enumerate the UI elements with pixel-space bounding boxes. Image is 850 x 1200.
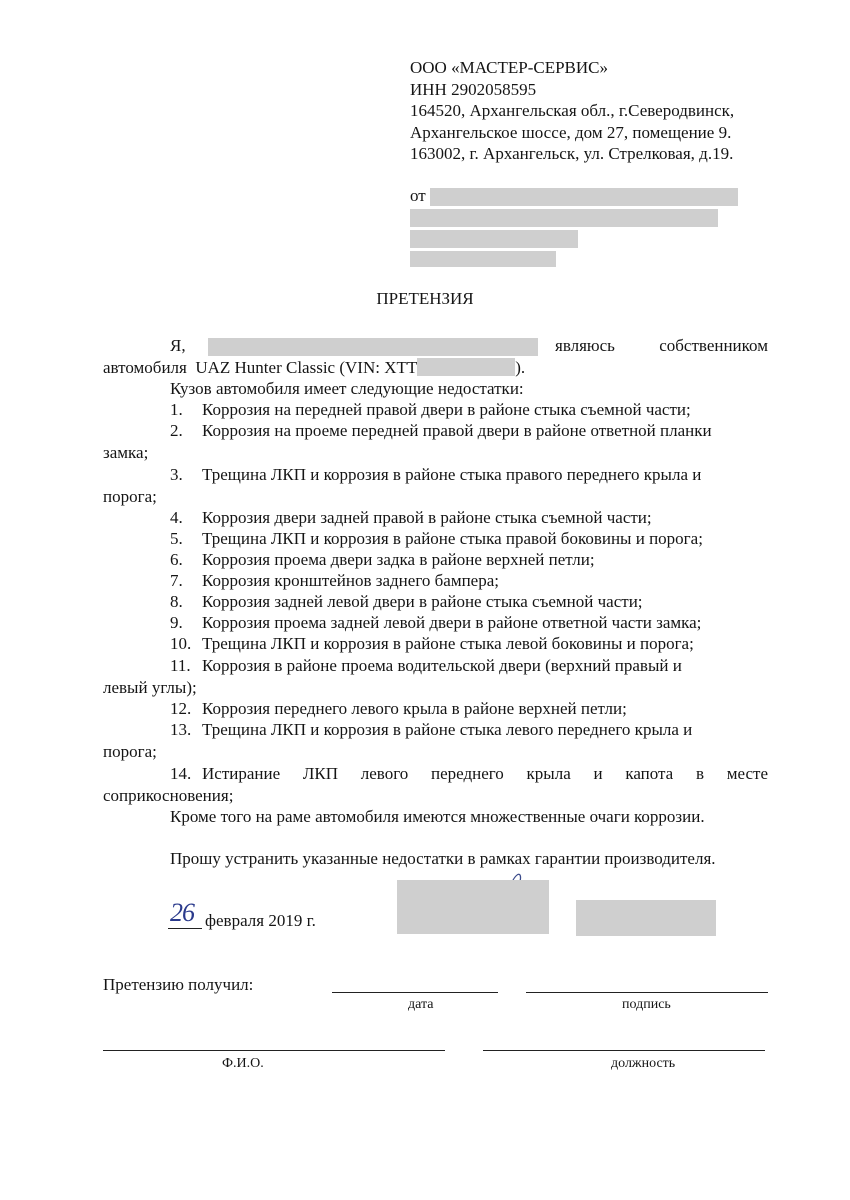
request-paragraph: Прошу устранить указанные недостатки в рамках гарантии производителя. — [170, 849, 716, 868]
frame-note: Кроме того на раме автомобиля имеются множественные очаги коррозии. — [170, 807, 705, 826]
position-caption: должность — [611, 1056, 676, 1071]
signature-caption: подпись — [622, 997, 671, 1012]
item-text: Коррозия проема задней левой двери в районе ответной части замка; — [202, 613, 702, 632]
item-text: Коррозия кронштейнов заднего бампера; — [202, 571, 499, 590]
receipt-label: Претензию получил: — [103, 975, 254, 994]
recipient-address-1: 164520, Архангельская обл., г.Северодвинск, — [410, 101, 735, 120]
item-text: Коррозия в районе проема водительской двери (верхний правый и — [202, 656, 682, 675]
redacted-sender-phone — [410, 251, 556, 267]
receipt-position-line — [483, 1050, 765, 1051]
redacted-sender-address-1 — [410, 209, 718, 227]
item-number: 10. — [170, 634, 192, 653]
list-item — [170, 571, 499, 591]
item-number: 1. — [170, 400, 183, 419]
date-day-handwritten: 26 — [170, 898, 194, 927]
redacted-vin — [417, 358, 515, 376]
redacted-owner-name — [208, 338, 538, 356]
item-text: Трещина ЛКП и коррозия в районе стыка левой боковины и порога; — [202, 634, 694, 653]
car-model: UAZ Hunter Classic (VIN: XTT — [195, 358, 418, 377]
item-continuation: порога; — [103, 487, 157, 506]
item-number: 5. — [170, 529, 183, 548]
item-number: 6. — [170, 550, 183, 569]
date-rest: февраля 2019 г. — [205, 911, 316, 930]
intro-owner-text: являюсь собственником — [555, 336, 768, 355]
receipt-signature-line — [526, 992, 768, 993]
defects-heading: Кузов автомобиля имеет следующие недостатки: — [170, 379, 524, 398]
list-item — [170, 720, 692, 740]
item-continuation: левый углы); — [103, 678, 197, 697]
item-text: Коррозия на проеме передней правой двери в районе ответной планки — [202, 421, 712, 440]
recipient-company: ООО «МАСТЕР-СЕРВИС» — [410, 58, 608, 77]
date-caption: дата — [408, 997, 434, 1012]
list-item — [170, 656, 682, 676]
item-text: Истирание ЛКП левого переднего крыла и капота в месте — [202, 764, 768, 783]
list-item — [170, 529, 703, 549]
item-number: 7. — [170, 571, 183, 590]
item-text: Коррозия на передней правой двери в районе стыка съемной части; — [202, 400, 691, 419]
item-number: 3. — [170, 465, 183, 484]
list-item — [170, 634, 694, 654]
list-item — [170, 764, 768, 784]
item-number: 2. — [170, 421, 183, 440]
intro-pronoun: Я, — [170, 336, 186, 355]
item-number: 13. — [170, 720, 192, 739]
list-item — [170, 550, 595, 570]
recipient-address-2: Архангельское шоссе, дом 27, помещение 9. — [410, 123, 732, 142]
date-day-underline — [168, 928, 202, 929]
from-label: от — [410, 186, 426, 205]
item-number: 11. — [170, 656, 191, 675]
item-number: 8. — [170, 592, 183, 611]
item-number: 12. — [170, 699, 192, 718]
list-item — [170, 465, 701, 485]
list-item — [170, 400, 691, 420]
item-text: Коррозия задней левой двери в районе стыка съемной части; — [202, 592, 643, 611]
redacted-name — [576, 900, 716, 936]
item-text: Коррозия переднего левого крыла в районе верхней петли; — [202, 699, 627, 718]
recipient-inn: ИНН 2902058595 — [410, 80, 537, 99]
recipient-address-3: 163002, г. Архангельск, ул. Стрелковая, д.19. — [410, 144, 734, 163]
item-text: Коррозия проема двери задка в районе верхней петли; — [202, 550, 595, 569]
item-continuation: порога; — [103, 742, 157, 761]
item-continuation: замка; — [103, 443, 149, 462]
list-item — [170, 699, 627, 719]
redacted-sender-name — [430, 188, 738, 206]
item-text: Коррозия двери задней правой в районе стыка съемной части; — [202, 508, 652, 527]
car-prefix: автомобиля — [103, 358, 187, 377]
list-item — [170, 421, 712, 441]
item-number: 14. — [170, 764, 192, 783]
list-item — [170, 592, 643, 612]
car-suffix: ). — [515, 358, 526, 377]
item-number: 9. — [170, 613, 183, 632]
list-item — [170, 508, 652, 528]
name-caption: Ф.И.О. — [222, 1056, 264, 1071]
redacted-signature — [397, 880, 549, 934]
item-number: 4. — [170, 508, 183, 527]
car-line — [103, 358, 525, 378]
item-text: Трещина ЛКП и коррозия в районе стыка правой боковины и порога; — [202, 529, 703, 548]
item-text: Трещина ЛКП и коррозия в районе стыка правого переднего крыла и — [202, 465, 702, 484]
list-item — [170, 613, 701, 633]
receipt-name-line — [103, 1050, 445, 1051]
item-text: Трещина ЛКП и коррозия в районе стыка левого переднего крыла и — [202, 720, 693, 739]
document-title: ПРЕТЕНЗИЯ — [376, 289, 474, 308]
item-continuation: соприкосновения; — [103, 786, 234, 805]
receipt-date-line — [332, 992, 498, 993]
redacted-sender-address-2 — [410, 230, 578, 248]
